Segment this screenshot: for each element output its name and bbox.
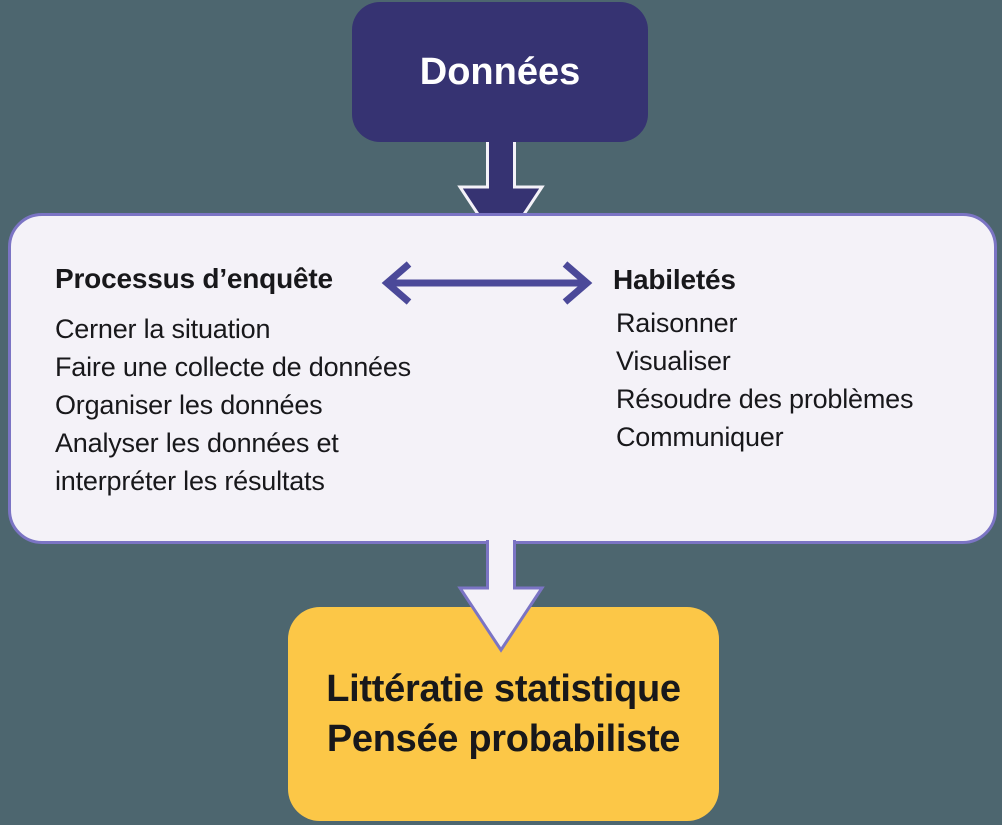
bottom-box-line: Pensée probabiliste [326,718,681,760]
bottom-box-line: Littératie statistique [326,668,681,710]
down-arrow-icon [455,540,547,653]
right-column-list [616,304,913,456]
list-line: Résoudre des problèmes [616,384,914,414]
donnees-box [352,2,648,142]
donnees-label: Données [419,50,581,93]
list-line: Organiser les données [55,390,323,420]
list-line: Analyser les données et [55,428,339,458]
list-line: Cerner la situation [55,314,271,344]
right-column-heading: Habiletés [613,264,736,295]
list-line: Raisonner [616,308,738,338]
left-right-arrow-icon [376,260,598,306]
left-column-heading: Processus d’enquête [55,263,333,294]
left-column-list [55,310,411,500]
list-line: Communiquer [616,422,784,452]
process-skills-panel [8,213,997,544]
list-line: interpréter les résultats [55,466,325,496]
list-line: Visualiser [616,346,731,376]
list-line: Faire une collecte de données [55,352,411,382]
